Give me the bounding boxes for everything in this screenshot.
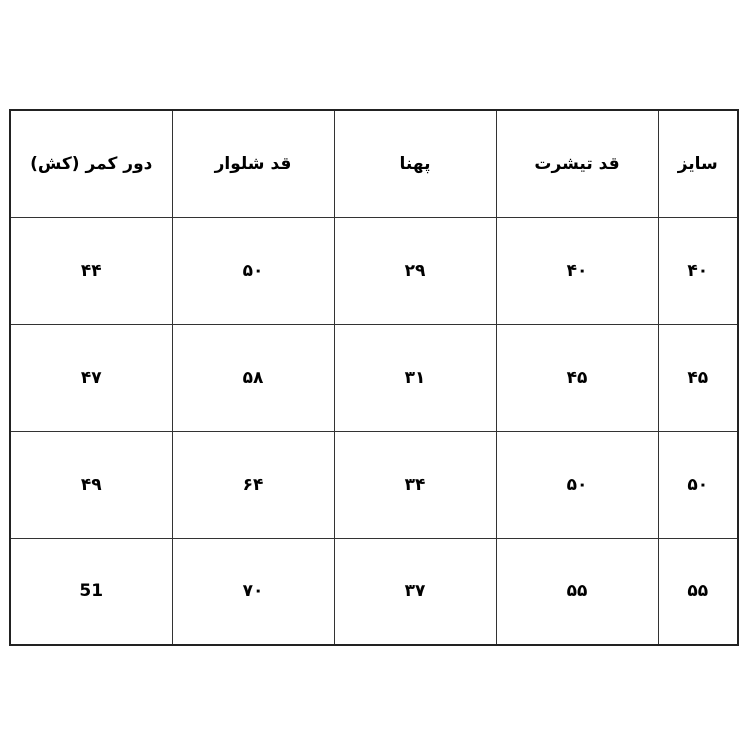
header-width: پهنا <box>334 110 496 217</box>
header-waist: دور کمر (کش) <box>10 110 172 217</box>
table-cell: ۵۰ <box>496 431 658 538</box>
table-cell: 51 <box>10 538 172 645</box>
table-cell: ۴۵ <box>496 324 658 431</box>
table-cell: ۶۴ <box>172 431 334 538</box>
table-cell: ۴۷ <box>10 324 172 431</box>
table-cell: ۴۴ <box>10 217 172 324</box>
table-cell: ۵۵ <box>658 538 738 645</box>
table-cell: ۴۵ <box>658 324 738 431</box>
table-cell: ۴۰ <box>496 217 658 324</box>
table-cell: ۵۵ <box>496 538 658 645</box>
table-row <box>10 324 738 431</box>
header-pants-length: قد شلوار <box>172 110 334 217</box>
table-cell: ۳۴ <box>334 431 496 538</box>
table-cell: ۵۰ <box>172 217 334 324</box>
header-size: سایز <box>658 110 738 217</box>
table-cell: ۴۹ <box>10 431 172 538</box>
table-cell: ۴۰ <box>658 217 738 324</box>
table-cell: ۵۰ <box>658 431 738 538</box>
size-chart-table <box>9 109 739 646</box>
table-cell: ۲۹ <box>334 217 496 324</box>
table-cell: ۷۰ <box>172 538 334 645</box>
table-row <box>10 538 738 645</box>
table-cell: ۳۷ <box>334 538 496 645</box>
table-cell: ۵۸ <box>172 324 334 431</box>
table-header-row <box>10 110 738 217</box>
table-row <box>10 217 738 324</box>
table-cell: ۳۱ <box>334 324 496 431</box>
header-tshirt-length: قد تیشرت <box>496 110 658 217</box>
table-row <box>10 431 738 538</box>
